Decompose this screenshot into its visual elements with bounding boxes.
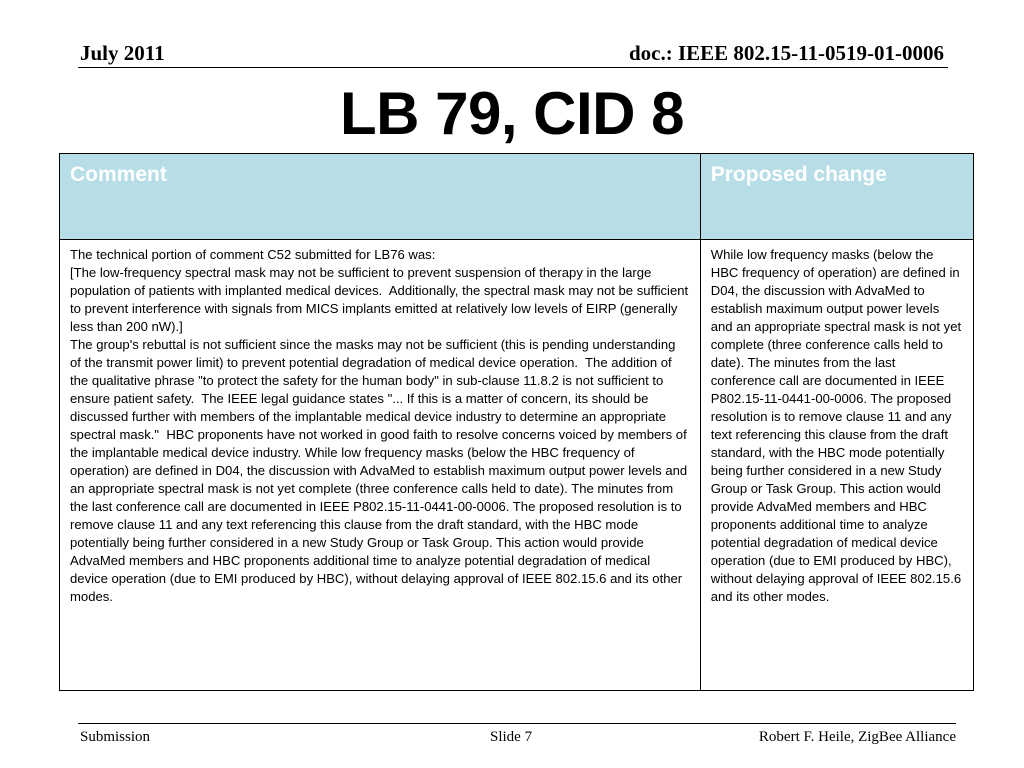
- comment-table: [59, 153, 974, 691]
- slide-title: LB 79, CID 8: [339, 80, 685, 147]
- table-header-row: [60, 154, 974, 240]
- footer-divider: [78, 723, 956, 724]
- table-row: [60, 240, 974, 691]
- header-document-id: doc.: IEEE 802.15-11-0519-01-0006: [629, 41, 944, 65]
- column-header-proposed-change: Proposed change: [700, 154, 973, 240]
- proposed-change-text: While low frequency masks (below the HBC frequency of operation) are defined in D04, the discussion with AdvaMed to establish maximum output power levels and an appropriate spectral mask is not yet complete (three conference calls held to date). The minutes from the last conference call are documented in IEEE P802.15-11-0441-00-0006. The proposed resolution is to remove clause 11 and any text referencing this clause from the draft standard, with the HBC mode potentially being further considered in a new Study Group or Task Group. This action would provide AdvaMed members and HBC proponents additional time to analyze potential degradation of medical device operation (due to EMI produced by HBC), without delaying approval of IEEE 802.15.6 and its other modes.: [710, 247, 965, 604]
- header-divider: [78, 67, 948, 68]
- comment-intro: The technical portion of comment C52 submitted for LB76 was:: [70, 247, 436, 262]
- column-header-comment: Comment: [60, 154, 701, 240]
- footer-author: Robert F. Heile, ZigBee Alliance: [758, 729, 956, 745]
- footer-slide-number: Slide 7: [490, 729, 533, 745]
- comment-cell: [60, 240, 701, 691]
- proposed-change-cell: [700, 240, 973, 691]
- header-date: July 2011: [80, 41, 165, 65]
- footer-submission: Submission: [80, 729, 151, 745]
- comment-rebuttal-text: The group's rebuttal is not sufficient since the masks may not be sufficient (this is pending understanding of the transmit power limit) to prevent potential degradation of medical device operation. The addition of the qualitative phrase "to protect the safety for the human body" in sub-clause 11.8.2 is not sufficient to ensure patient safety. The IEEE legal guidance states "... If this is a matter of concern, its should be discussed further with members of the implantable medical device industry to determine an appropriate spectral mask." HBC proponents have not worked in good faith to resolve concerns voiced by members of the implantable medical device industry. While low frequency masks (below the HBC frequency of operation) are defined in D04, the discussion with AdvaMed to establish maximum output power levels and an appropriate spectral mask is not yet complete (three conference calls held to date). The minutes from the last conference call are documented in IEEE P802.15-11-0441-00-0006. The proposed resolution is to remove clause 11 and any text referencing this clause from the draft standard, with the HBC mode potentially being further considered in a new Study Group or Task Group. This action would provide AdvaMed members and HBC proponents additional time to analyze potential degradation of medical device operation (due to EMI produced by HBC), without delaying approval of IEEE 802.15.6 and its other modes.: [70, 337, 691, 604]
- comment-original-text: [The low-frequency spectral mask may not be sufficient to prevent suspension of therapy in the large population of patients with implanted medical devices. Additionally, the spectral mask may not be sufficient to prevent interference with signals from MICS implants emitted at relatively low levels of EIRP (generally less than 200 nW).]: [70, 265, 692, 334]
